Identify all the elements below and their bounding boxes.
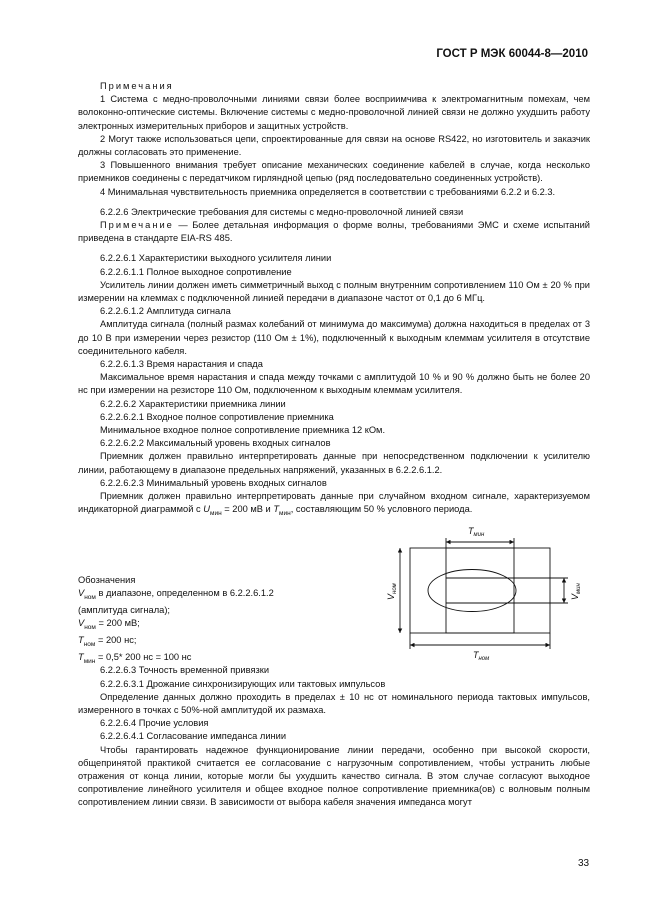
outer-rect [410, 548, 550, 633]
section-1-1: 6.2.2.6.1.1 Полное выходное сопротивление [100, 266, 292, 277]
para-3-1: Определение данных должно проходить в пределах ± 10 нс от номинального периода тактовых импульсов, измеренного в точках с 50%-ной амплитудой их размаха. [78, 691, 590, 715]
t-sub: мин [279, 510, 291, 518]
para-2-3-b: = 200 мВ и [221, 504, 274, 515]
vmin-label: $V_{мин}$ [570, 583, 582, 601]
legend-4-text: = 0,5* 200 нс = 100 нс [95, 652, 192, 663]
section-2-3: 6.2.2.6.2.3 Минимальный уровень входных сигналов [100, 477, 327, 488]
note-label: Примечание [100, 220, 174, 231]
tmin-label: $T_{мин}$ [468, 526, 485, 539]
legend-2-sub: ном [84, 623, 96, 631]
para-2-3 [78, 490, 590, 520]
legend [78, 574, 293, 668]
legend-line-3 [78, 634, 293, 651]
t-symbol: T [273, 504, 280, 515]
legend-3-text: = 200 нс; [95, 635, 137, 646]
page-number: 33 [578, 858, 590, 869]
section-3-1: 6.2.2.6.3.1 Дрожание синхронизирующих или тактовых импульсов [100, 678, 386, 689]
note-3: 3 Повышенного внимания требует описание механических соединение кабелей в случае, когда несколько приемников соединены с передатчиком гирляндной цепью (ряд последовательно соединенных устройств). [78, 160, 590, 184]
tnom-label: $T_{ном}$ [473, 650, 490, 663]
u-symbol: U [203, 504, 210, 515]
legend-2-text: = 200 мВ; [95, 617, 140, 628]
section-2: 6.2.2.6.2 Характеристики приемника линии [100, 398, 286, 409]
legend-1-text: в диапазоне, определенном в 6.2.2.6.1.2 (амплитуда сигнала); [78, 587, 274, 616]
page-content [78, 80, 590, 810]
legend-3-sub: ном [83, 640, 96, 648]
para-2-3-a: Приемник должен правильно интерпретировать данные при случайном входном сигнале, характеризуемом индикаторной диаграммой с [78, 491, 590, 515]
section-2-2: 6.2.2.6.2.2 Максимальный уровень входных сигналов [100, 438, 331, 449]
eye-diagram [388, 524, 588, 664]
legend-line-4 [78, 651, 293, 668]
legend-2-sym: V [78, 617, 85, 628]
para-4-1: Чтобы гарантировать надежное функционирование линии передачи, особенно при высокой скорости, общепринятой практикой считается ее согласование с нагрузочным сопротивлением, чтобы устранить любые отражения от конца линии, которые могли бы ухудшить качество сигнала. В этом случае согласуют выходное сопротивление линейного усилителя и общее входное полное сопротивление приемника(ов) с волновым полным сопротивлением линии связи. В зависимости от выбора кабеля значения импеданса могут [78, 744, 590, 808]
legend-4-sub: мин [83, 658, 96, 666]
para-2-3-c: , составляющим 50 % условного периода. [290, 504, 473, 515]
u-sub: мин [209, 510, 222, 518]
legend-1-sub: ном [84, 593, 96, 601]
eye-diagram-block [78, 524, 590, 664]
note-text: — Более детальная информация о форме волны, требованиями ЭМС и схеме испытаний приведена в стандарте EIA-RS 485. [78, 220, 590, 244]
para-1-3: Максимальное время нарастания и спада между точками с амплитудой 10 % и 90 % должно быть не более 20 нс при измерении на резисторе 110 Ом, подключенном к выходным клеммам усилителя. [78, 372, 590, 396]
legend-line-2 [78, 617, 293, 634]
para-2-1: Минимальное входное полное сопротивление приемника 12 кОм. [100, 425, 386, 436]
section-2-1: 6.2.2.6.2.1 Входное полное сопротивление приемника [100, 411, 334, 422]
section-3: 6.2.2.6.3 Точность временной привязки [100, 665, 270, 676]
note-1: 1 Система с медно-проволочными линиями связи более восприимчива к электромагнитным помехам, чем волоконно-оптические системы. Включение системы с медно-проволочной линией связи не должно ухудшить работу электронных измерительных приборов и защитных устройств. [78, 94, 590, 131]
note-eia [78, 219, 590, 245]
para-1-2: Амплитуда сигнала (полный размах колебаний от минимума до максимума) должна находиться в пределах от 3 до 10 В при измерении через резистор (110 Ом ± 1%), подключенный к выходным клеммам усилителя в отсутствие соединительного кабеля. [78, 319, 590, 356]
section-4: 6.2.2.6.4 Прочие условия [100, 718, 209, 729]
section-1: 6.2.2.6.1 Характеристики выходного усилителя линии [100, 253, 332, 264]
document-header: ГОСТ Р МЭК 60044-8—2010 [436, 48, 588, 60]
legend-title: Обозначения [78, 575, 136, 586]
section-6-2-2-6: 6.2.2.6 Электрические требования для системы с медно-проволочной линией связи [100, 206, 464, 217]
eye-ellipse [428, 570, 516, 612]
para-1-1: Усилитель линии должен иметь симметричный выход с полным внутренним сопротивлением 110 Ом ± 20 % при измерении на клеммах с подключенной линией передачи в диапазоне частот от 0,1 до 6 МГц. [78, 279, 590, 304]
para-2-2: Приемник должен правильно интерпретировать данные при непосредственном подключении к усилителю линии, работающему в диапазоне предельных напряжений, указанных в 6.2.2.6.1.2. [78, 451, 590, 475]
legend-3-sym: T [78, 635, 84, 646]
note-2: 2 Могут также использоваться цепи, спроектированные для связи на основе RS422, но изготовитель и заказчик должны согласовать это применение. [78, 133, 590, 158]
vnom-label: $V_{ном}$ [386, 583, 398, 601]
legend-1-sym: V [78, 587, 85, 598]
inner-rect [446, 548, 514, 633]
legend-line-1 [78, 587, 293, 617]
section-1-2: 6.2.2.6.1.2 Амплитуда сигнала [100, 306, 231, 317]
section-1-3: 6.2.2.6.1.3 Время нарастания и спада [100, 359, 263, 370]
note-4: 4 Минимальная чувствительность приемника определяется в соответствии с требованиями 6.2.2 и 6.2.3. [100, 186, 556, 197]
legend-4-sym: T [78, 652, 84, 663]
notes-title: Примечания [100, 81, 174, 91]
section-4-1: 6.2.2.6.4.1 Согласование импеданса линии [100, 731, 287, 742]
